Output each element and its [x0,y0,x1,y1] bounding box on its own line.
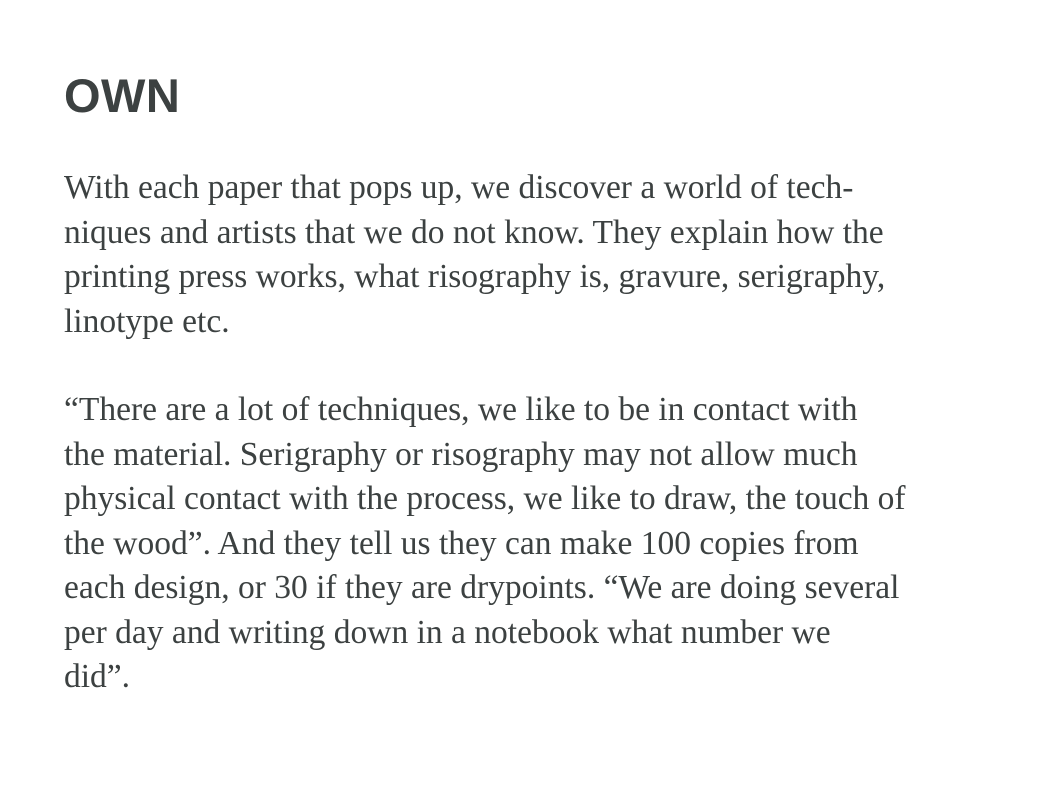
article-title: OWN [64,69,181,122]
article [64,0,1004,700]
article-paragraph-2: “There are a lot of techniques, we like to be in contact with the material. Serigraphy or risography may not allow much physical contact with the process, we like to draw, the touch of the wood”. And they tell us they can make 100 copies from each design, or 30 if they are drypoints. “We are doing several per day and writing down in a notebook what number we did”. [64,391,906,695]
article-paragraph-1: With each paper that pops up, we discover a world of tech- niques and artists that we do not know. They explain how the printing press works, what risography is, gravure, serigraphy, linotype etc. [64,169,886,340]
